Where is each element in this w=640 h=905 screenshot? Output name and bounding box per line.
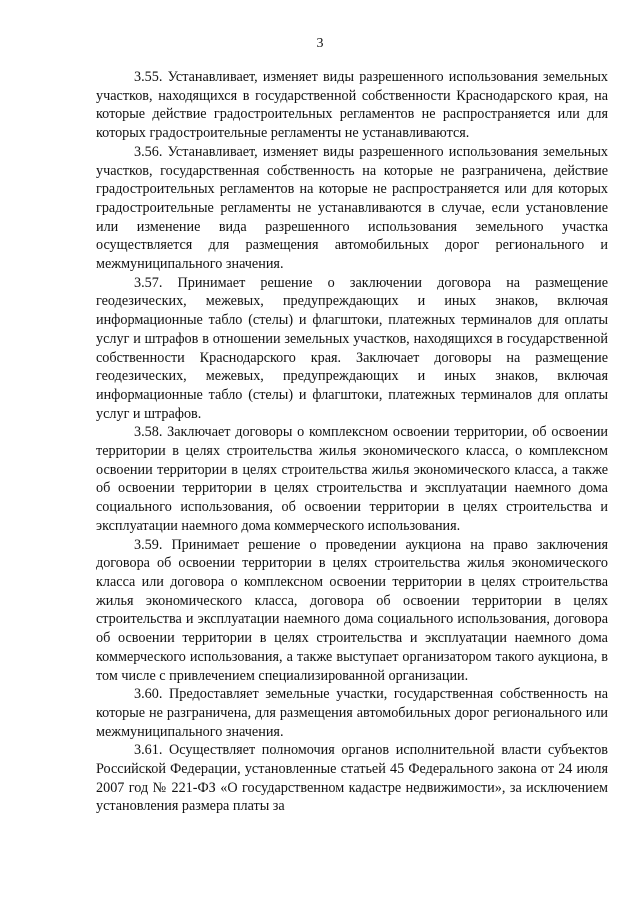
paragraph-3-59: [96, 536, 608, 686]
paragraph-3-58: [96, 423, 608, 535]
paragraph-number: 3.61.: [134, 742, 163, 759]
page-number: 3: [316, 36, 324, 51]
paragraph-text: Устанавливает, изменяет виды разрешенного использования земельных участков, находящихся в государственной собственности Краснодарского края, на которые действие градостроительных регламентов не распространяется или для которых градостроительные регламенты не устанавливаются.: [96, 69, 609, 142]
paragraph-number: 3.57.: [134, 274, 163, 291]
paragraph-number: 3.59.: [134, 536, 163, 553]
paragraph-text: Принимает решение о проведении аукциона на право заключения договора об освоении территории в целях строительства жилья экономического класса или договора о комплексном освоении территории в целях строительства жилья экономического класса, договора об освоении территории в целях строительства и эксплуатации наемного дома социального использования, договора об освоении территории в целях строительства и эксплуатации наемного дома коммерческого использования, а также выступает организатором такого аукциона, в том числе с привлечением специализированной организации.: [96, 536, 609, 684]
paragraph-3-55: [96, 68, 608, 143]
paragraph-number: 3.58.: [134, 424, 163, 441]
paragraph-text: Принимает решение о заключении договора на размещение геодезических, межевых, предупреждающих и иных знаков, включая информационные табло (стелы) и флагштоки, платежных терминалов для оплаты услуг и штрафов в отношении земельных участков, находящихся в государственной собственности Краснодарского края. Заключает договоры на размещение геодезических, межевых, предупреждающих и иных знаков, включая информационные табло (стелы) и флагштоки, платежных терминалов для оплаты услуг и штрафов.: [96, 274, 608, 422]
paragraph-number: 3.55.: [134, 69, 163, 85]
paragraph-3-56: [96, 143, 608, 274]
paragraph-number: 3.56.: [134, 143, 163, 160]
paragraph-text: Предоставляет земельные участки, государственная собственность на которые не разграничена, для размещения автомобильных дорог регионального или межмуниципального значения.: [96, 686, 609, 740]
paragraph-text: Заключает договоры о комплексном освоении территории, об освоении территории в целях строительства жилья экономического класса, о комплексном освоении территории в целях строительства жилья экономического класса, а также об освоении территории в целях строительства и эксплуатации наемного дома социального использования, об освоении территории в целях строительства и эксплуатации наемного дома коммерческого использования.: [96, 424, 609, 534]
paragraph-3-60: [96, 685, 608, 741]
paragraph-text: Устанавливает, изменяет виды разрешенного использования земельных участков, государственная собственность на которые не разграничена, действие градостроительных регламентов на которые не распространяется или для которых градостроительные регламенты не устанавливаются в случае, если установление или изменение вида разрешенного использования земельного участка осуществляется для размещения автомобильных дорог регионального и межмуниципального значения.: [96, 143, 609, 273]
paragraph-number: 3.60.: [134, 686, 163, 703]
paragraph-text: Осуществляет полномочия органов исполнительной власти субъектов Российской Федерации, установленные статьей 45 Федерального закона от 24 июля 2007 год № 221-ФЗ «О государственном кадастре недвижимости», за исключением установления размера платы за: [96, 742, 609, 815]
document-body: [96, 68, 608, 816]
paragraph-3-61: [96, 741, 608, 816]
paragraph-3-57: [96, 274, 608, 424]
